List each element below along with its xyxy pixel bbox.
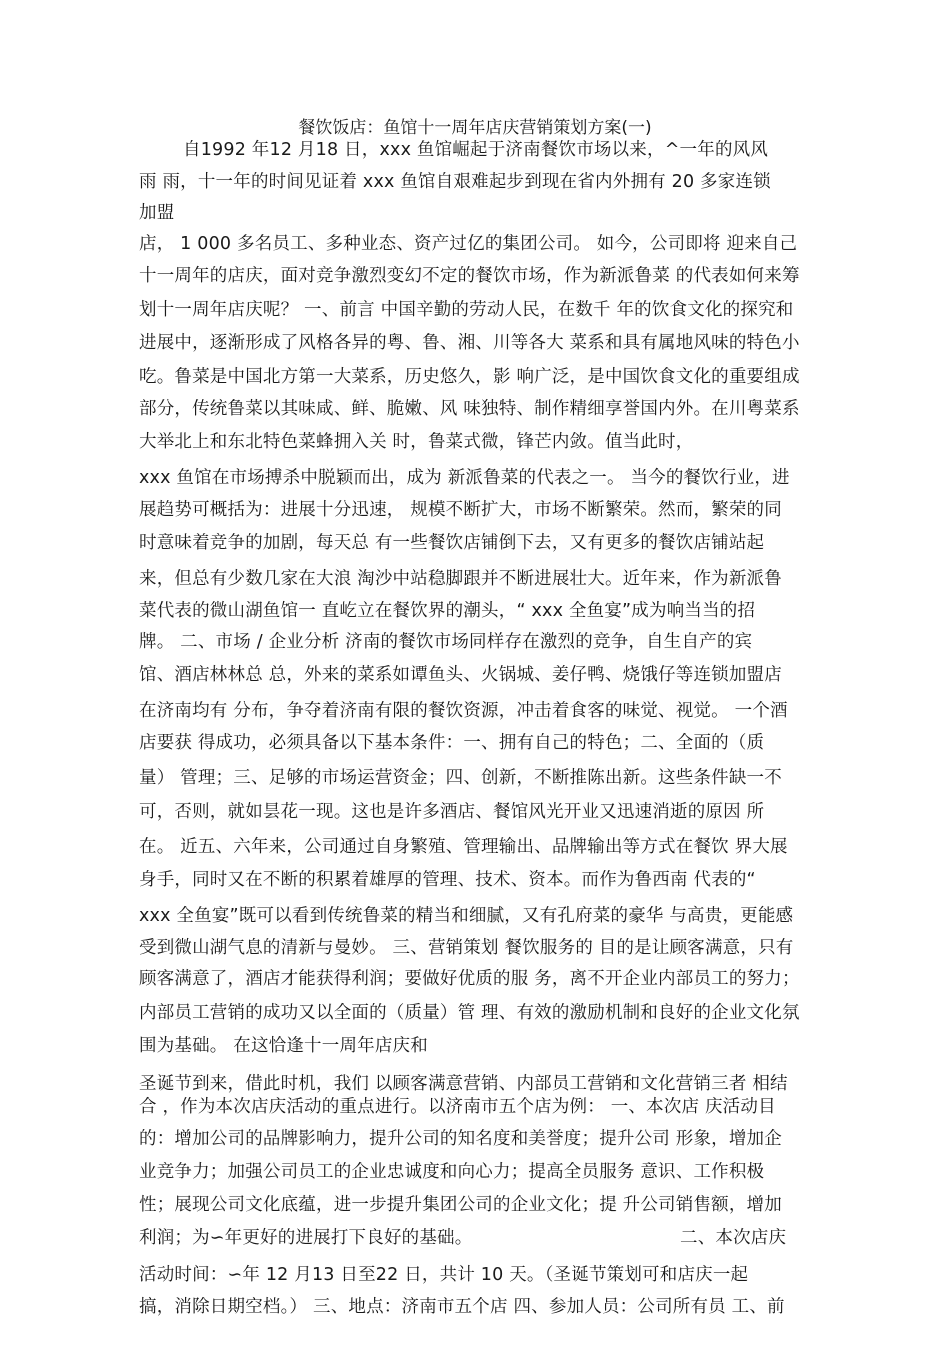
text-line: 十一周年的店庆，面对竞争激烈变幻不定的餐饮市场，作为新派鲁菜 的代表如何来筹: [139, 266, 800, 286]
text-line: 可，否则，就如昙花一现。这也是许多酒店、餐馆风光开业又迅速消逝的原因 所: [139, 802, 765, 822]
text-line: 划十一周年店庆呢？ 一、前言 中国辛勤的劳动人民，在数千 年的饮食文化的探究和: [139, 300, 794, 320]
text-line: 展趋势可概括为：进展十分迅速， 规模不断扩大，市场不断繁荣。然而，繁荣的同: [139, 500, 782, 520]
text-line: 业竞争力；加强公司员工的企业忠诚度和向心力；提高全员服务 意识、工作积极: [139, 1162, 765, 1182]
text-line: 围为基础。 在这恰逢十一周年店庆和: [139, 1036, 428, 1056]
text-line: 店要获 得成功，必须具备以下基本条件：一、拥有自己的特色；二、全面的（质: [139, 733, 765, 753]
text-line: 合 ，作为本次店庆活动的重点进行。以济南市五个店为例： 一、本次店 庆活动目: [139, 1097, 776, 1117]
text-line: 来，但总有少数几家在大浪 淘沙中站稳脚跟并不断进展壮大。近年来，作为新派鲁: [139, 569, 782, 589]
text-line: 大举北上和东北特色菜蜂拥入关 时，鲁菜式微，锋芒内敛。值当此时，: [139, 432, 694, 452]
text-line: 雨 雨，十一年的时间见证着 xxx 鱼馆自艰难起步到现在省内外拥有 20 多家连锁: [139, 172, 771, 192]
text-line: 进展中，逐渐形成了风格各异的粤、鲁、湘、川等各大 菜系和具有属地风味的特色小: [139, 333, 800, 353]
text-line: 部分，传统鲁菜以其味咸、鲜、脆嫩、风 味独特、制作精细享誉国内外。在川粤菜系: [139, 399, 800, 419]
text-line: 牌。 二、市场 / 企业分析 济南的餐饮市场同样存在激烈的竞争，自生自产的宾: [139, 632, 753, 652]
text-line: 利润；为∽年更好的进展打下良好的基础。: [139, 1228, 473, 1248]
text-line: 顾客满意了，酒店才能获得利润；要做好优质的服 务，离不开企业内部员工的努力；: [139, 969, 800, 989]
text-line: 二、本次店庆: [680, 1228, 787, 1248]
text-line: 的：增加公司的品牌影响力，提升公司的知名度和美誉度；提升公司 形象，增加企: [139, 1129, 782, 1149]
text-line: 圣诞节到来，借此时机，我们 以顾客满意营销、内部员工营销和文化营销三者 相结: [139, 1074, 788, 1094]
document-title: 餐饮饭店：鱼馆十一周年店庆营销策划方案(一): [298, 118, 652, 138]
text-line: 内部员工营销的成功又以全面的（质量）管 理、有效的激励机制和良好的企业文化氛: [139, 1003, 800, 1023]
text-line: 时意味着竞争的加剧，每天总 有一些餐饮店铺倒下去，又有更多的餐饮店铺站起: [139, 533, 765, 553]
text-line: 活动时间：∽年 12 月13 日至22 日，共计 10 天。（圣诞节策划可和店庆一起: [139, 1265, 749, 1285]
text-line: 加盟: [139, 203, 175, 223]
text-line: 吃。鲁菜是中国北方第一大菜系，历史悠久，影 响广泛，是中国饮食文化的重要组成: [139, 367, 800, 387]
text-line: 菜代表的微山湖鱼馆一 直屹立在餐饮界的潮头，“ xxx 全鱼宴”成为响当当的招: [139, 601, 756, 621]
text-line: 馆、酒店林林总 总，外来的菜系如谭鱼头、火锅城、姜仔鸭、烧饿仔等连锁加盟店: [139, 665, 782, 685]
text-line: 量） 管理；三、足够的市场运营资金；四、创新，不断推陈出新。这些条件缺一不: [139, 768, 782, 788]
text-line: 受到微山湖气息的清新与曼妙。 三、营销策划 餐饮服务的 目的是让顾客满意，只有: [139, 938, 794, 958]
text-line: 搞，消除日期空档。） 三、地点：济南市五个店 四、参加人员：公司所有员 工、前: [139, 1297, 785, 1317]
text-line: 性；展现公司文化底蕴，进一步提升集团公司的企业文化；提 升公司销售额，增加: [139, 1195, 782, 1215]
text-line: 在济南均有 分布，争夺着济南有限的餐饮资源，冲击着食客的味觉、视觉。 一个酒: [139, 701, 788, 721]
text-line: 自1992 年12 月18 日，xxx 鱼馆崛起于济南餐饮市场以来，^一年的风风: [183, 140, 769, 160]
text-line: 店， 1 000 多名员工、多种业态、资产过亿的集团公司。 如今，公司即将 迎来自己: [139, 234, 798, 254]
text-line: xxx 全鱼宴”既可以看到传统鲁菜的精当和细腻，又有孔府菜的豪华 与高贵，更能感: [139, 906, 794, 926]
text-line: 身手，同时又在不断的积累着雄厚的管理、技术、资本。而作为鲁西南 代表的“: [139, 870, 756, 890]
text-line: xxx 鱼馆在市场搏杀中脱颖而出，成为 新派鲁菜的代表之一。 当今的餐饮行业，进: [139, 468, 790, 488]
text-line: 在。 近五、六年来，公司通过自身繁殖、管理输出、品牌输出等方式在餐饮 界大展: [139, 837, 788, 857]
